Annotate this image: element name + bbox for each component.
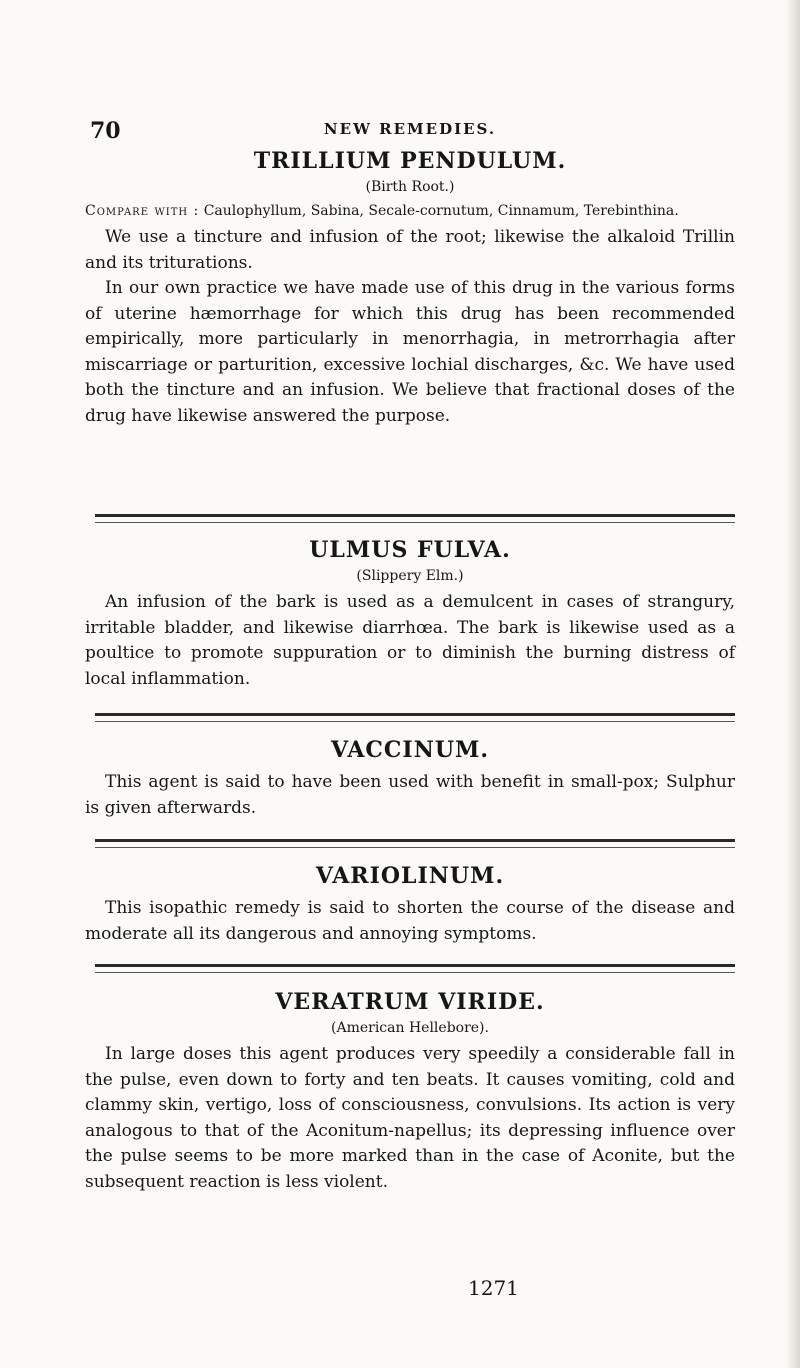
section-ulmus: [85, 534, 735, 692]
compare-text: Caulophyllum, Sabina, Secale-cornutum, Cinnamum, Terebinthina.: [203, 203, 679, 219]
page-number: 70: [90, 118, 121, 144]
compare-label: Compare with :: [85, 203, 200, 219]
section-title: TRILLIUM PENDULUM.: [253, 148, 567, 174]
section-vaccinum: [85, 734, 735, 821]
paragraph: An infusion of the bark is used as a demulcent in cases of strangury, irritable bladder, and likewise diarrhœa. The bark is likewise used as a poultice to promote suppuration or to diminish the burning distress of local inflammation.: [85, 592, 735, 689]
compare-note: [85, 201, 735, 221]
section-subtitle: (Birth Root.): [365, 179, 455, 195]
section-title: ULMUS FULVA.: [309, 537, 511, 563]
section-variolinum: [85, 860, 735, 947]
section-title: VERATRUM VIRIDE.: [275, 989, 545, 1015]
section-divider: [95, 964, 735, 973]
section-divider: [95, 839, 735, 848]
paragraph: This agent is said to have been used with benefit in small-pox; Sulphur is given afterwards.: [85, 772, 735, 818]
paragraph: In our own practice we have made use of this drug in the various forms of uterine hæmorrhage for which this drug has been recommended empirically, more particularly in menorrhagia, in metrorrhagia after miscarriage or parturition, excessive lochial discharges, &c. We have used both the tincture and an infusion. We believe that fractional doses of the drug have likewise answered the purpose.: [85, 278, 735, 426]
section-title: VACCINUM.: [330, 737, 490, 763]
paragraph: In large doses this agent produces very speedily a considerable fall in the pulse, even down to forty and ten beats. It causes vomiting, cold and clammy skin, vertigo, loss of consciousness, convulsions. Its action is very analogous to that of the Aconitum-napellus; its depressing influence over the pulse seems to be more marked than in the case of Aconite, but the subsequent reaction is less violent.: [85, 1044, 735, 1192]
running-title: NEW REMEDIES.: [323, 120, 497, 138]
section-trillium: [85, 145, 735, 429]
section-veratrum: [85, 986, 735, 1195]
section-subtitle: (American Hellebore).: [331, 1020, 489, 1036]
section-divider: [95, 713, 735, 722]
section-subtitle: (Slippery Elm.): [356, 568, 464, 584]
catchword: 1271: [468, 1276, 519, 1300]
paragraph: This isopathic remedy is said to shorten the course of the disease and moderate all its dangerous and annoying symptoms.: [85, 898, 735, 944]
page-edge-shadow: [786, 0, 800, 1368]
page-header: [90, 118, 730, 142]
section-title: VARIOLINUM.: [315, 863, 505, 889]
paragraph: We use a tincture and infusion of the root; likewise the alkaloid Trillin and its triturations.: [85, 227, 735, 273]
section-divider: [95, 514, 735, 523]
